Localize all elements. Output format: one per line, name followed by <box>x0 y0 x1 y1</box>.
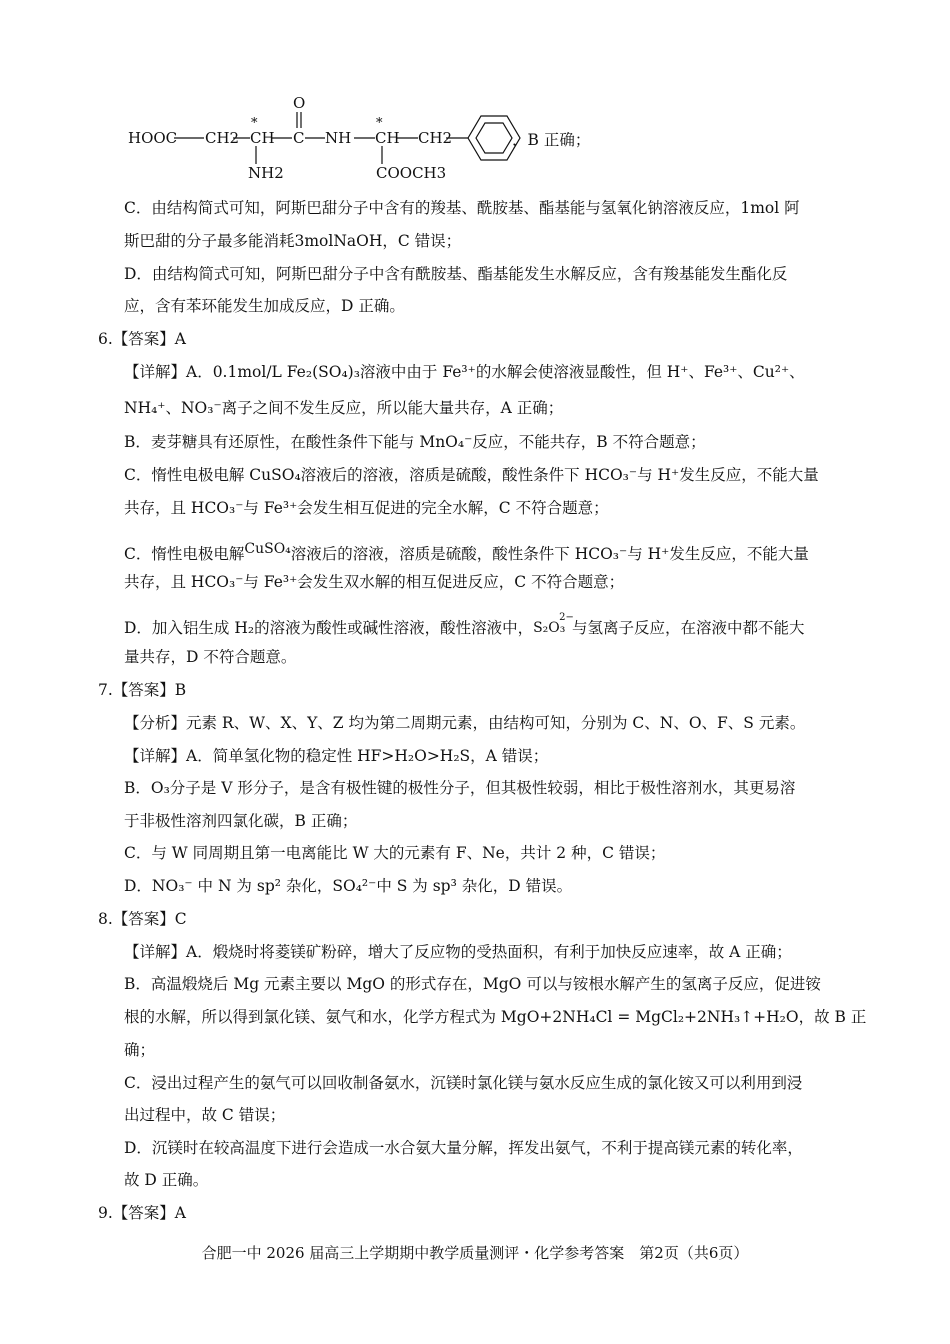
struct-hooc: HOOC <box>128 129 178 147</box>
text-line: NH₄⁺、NO₃⁻离子之间不发生反应，所以能大量共存，A 正确； <box>124 399 564 417</box>
s2o3-formula <box>533 612 574 636</box>
text-line: 【详解】A．简单氢化物的稳定性 HF>H₂O>H₂S，A 错误； <box>124 747 549 765</box>
text-line: 共存，且 HCO₃⁻与 Fe³⁺会发生相互促进的完全水解，C 不符合题意； <box>124 499 609 517</box>
structure-conclusion: ，B 正确； <box>512 131 591 149</box>
struct-c: C <box>293 129 305 147</box>
answer-heading-7: 7.【答案】B <box>98 681 187 699</box>
text-line: C．惰性电极电解 CuSO₄溶液后的溶液，溶质是硫酸，酸性条件下 HCO₃⁻与 H⁺发生反应，不能大量 <box>124 466 819 484</box>
text-line: 【详解】A．0.1mol/L Fe₂(SO₄)₃溶液中由于 Fe³⁺的水解会使溶液显酸性，但 H⁺、Fe³⁺、Cu²⁺、 <box>124 363 805 381</box>
answer-heading-6: 6.【答案】A <box>98 330 186 348</box>
text-line: B．高温煅烧后 Mg 元素主要以 MgO 的形式存在，MgO 可以与铵根水解产生的氢离子反应，促进铵 <box>124 975 821 993</box>
text-line: 出过程中，故 C 错误； <box>124 1106 286 1124</box>
page-footer: 合肥一中 2026 届高三上学期期中教学质量测评・化学参考答案 第2页（共6页） <box>201 1244 749 1262</box>
text-line: D．NO₃⁻ 中 N 为 sp² 杂化，SO₄²⁻中 S 为 sp³ 杂化，D 错误。 <box>124 877 573 895</box>
struct-o: O <box>293 94 306 112</box>
struct-ch-left: CH <box>250 129 275 147</box>
text-line: 斯巴甜的分子最多能消耗3molNaOH，C 错误； <box>124 232 462 250</box>
text-line: 共存，且 HCO₃⁻与 Fe³⁺会发生双水解的相互促进反应，C 不符合题意； <box>124 573 625 591</box>
struct-ch2-left: CH2 <box>205 129 240 147</box>
struct-nh: NH <box>325 129 352 147</box>
text-line: 根的水解，所以得到氯化镁、氨气和水，化学方程式为 MgO+2NH₄Cl = MgCl₂+2NH₃↑+H₂O，故 B 正 <box>124 1008 867 1026</box>
text-segment: D．加入铝生成 H₂的溶液为酸性或碱性溶液，酸性溶液中， <box>124 619 534 637</box>
struct-cooch3: COOCH3 <box>376 164 447 182</box>
text-line: 【分析】元素 R、W、X、Y、Z 均为第二周期元素，由结构可知，分别为 C、N、O、F、S 元素。 <box>124 714 806 732</box>
text-line: B．O₃分子是 V 形分子，是含有极性键的极性分子，但其极性较弱，相比于极性溶剂水，其更易溶 <box>124 779 796 797</box>
struct-ch-right: CH <box>375 129 400 147</box>
text-segment: 溶液后的溶液，溶质是硫酸，酸性条件下 HCO₃⁻与 H⁺发生反应，不能大量 <box>290 545 809 563</box>
text-line: 于非极性溶剂四氯化碳，B 正确； <box>124 812 358 830</box>
text-line: 【详解】A．煅烧时将菱镁矿粉碎，增大了反应物的受热面积，有利于加快反应速率，故 A 正确； <box>124 943 792 961</box>
text-line: 量共存，D 不符合题意。 <box>124 648 297 666</box>
text-segment: C．惰性电极电解 <box>124 545 245 563</box>
text-line: D．沉镁时在较高温度下进行会造成一水合氨大量分解，挥发出氨气，不利于提高镁元素的转化率， <box>124 1139 803 1157</box>
answer-heading-9: 9.【答案】A <box>98 1204 186 1222</box>
struct-nh2: NH2 <box>248 164 284 182</box>
text-line: C．浸出过程产生的氨气可以回收制备氨水，沉镁时氯化镁与氨水反应生成的氯化铵又可以利用到浸 <box>124 1074 803 1092</box>
s2o3-base: S₂O₃ <box>533 620 566 636</box>
text-line: 应，含有苯环能发生加成反应，D 正确。 <box>124 297 405 315</box>
text-line: D．由结构简式可知，阿斯巴甜分子中含有酰胺基、酯基能发生水解反应，含有羧基能发生酯化反 <box>124 265 788 283</box>
cuso4-formula: CuSO₄ <box>244 541 291 557</box>
text-line: C．与 W 同周期且第一电离能比 W 大的元素有 F、Ne，共计 2 种，C 错误； <box>124 844 666 862</box>
struct-ch2-right: CH2 <box>418 129 453 147</box>
text-line: 确； <box>124 1041 156 1059</box>
struct-star-left: * <box>251 116 258 131</box>
text-segment: 与氢离子反应，在溶液中都不能大 <box>572 619 805 637</box>
struct-star-right: * <box>376 116 383 131</box>
text-line-s2o3 <box>124 613 805 639</box>
text-line-cuso4 <box>124 538 809 565</box>
text-line: B．麦芽糖具有还原性，在酸性条件下能与 MnO₄⁻反应，不能共存，B 不符合题意； <box>124 433 706 451</box>
text-line: C．由结构简式可知，阿斯巴甜分子中含有的羧基、酰胺基、酯基能与氢氧化钠溶液反应，1mol 阿 <box>124 199 800 217</box>
s2o3-charge: 2− <box>559 612 574 623</box>
text-line: 故 D 正确。 <box>124 1171 209 1189</box>
answer-heading-8: 8.【答案】C <box>98 910 187 928</box>
